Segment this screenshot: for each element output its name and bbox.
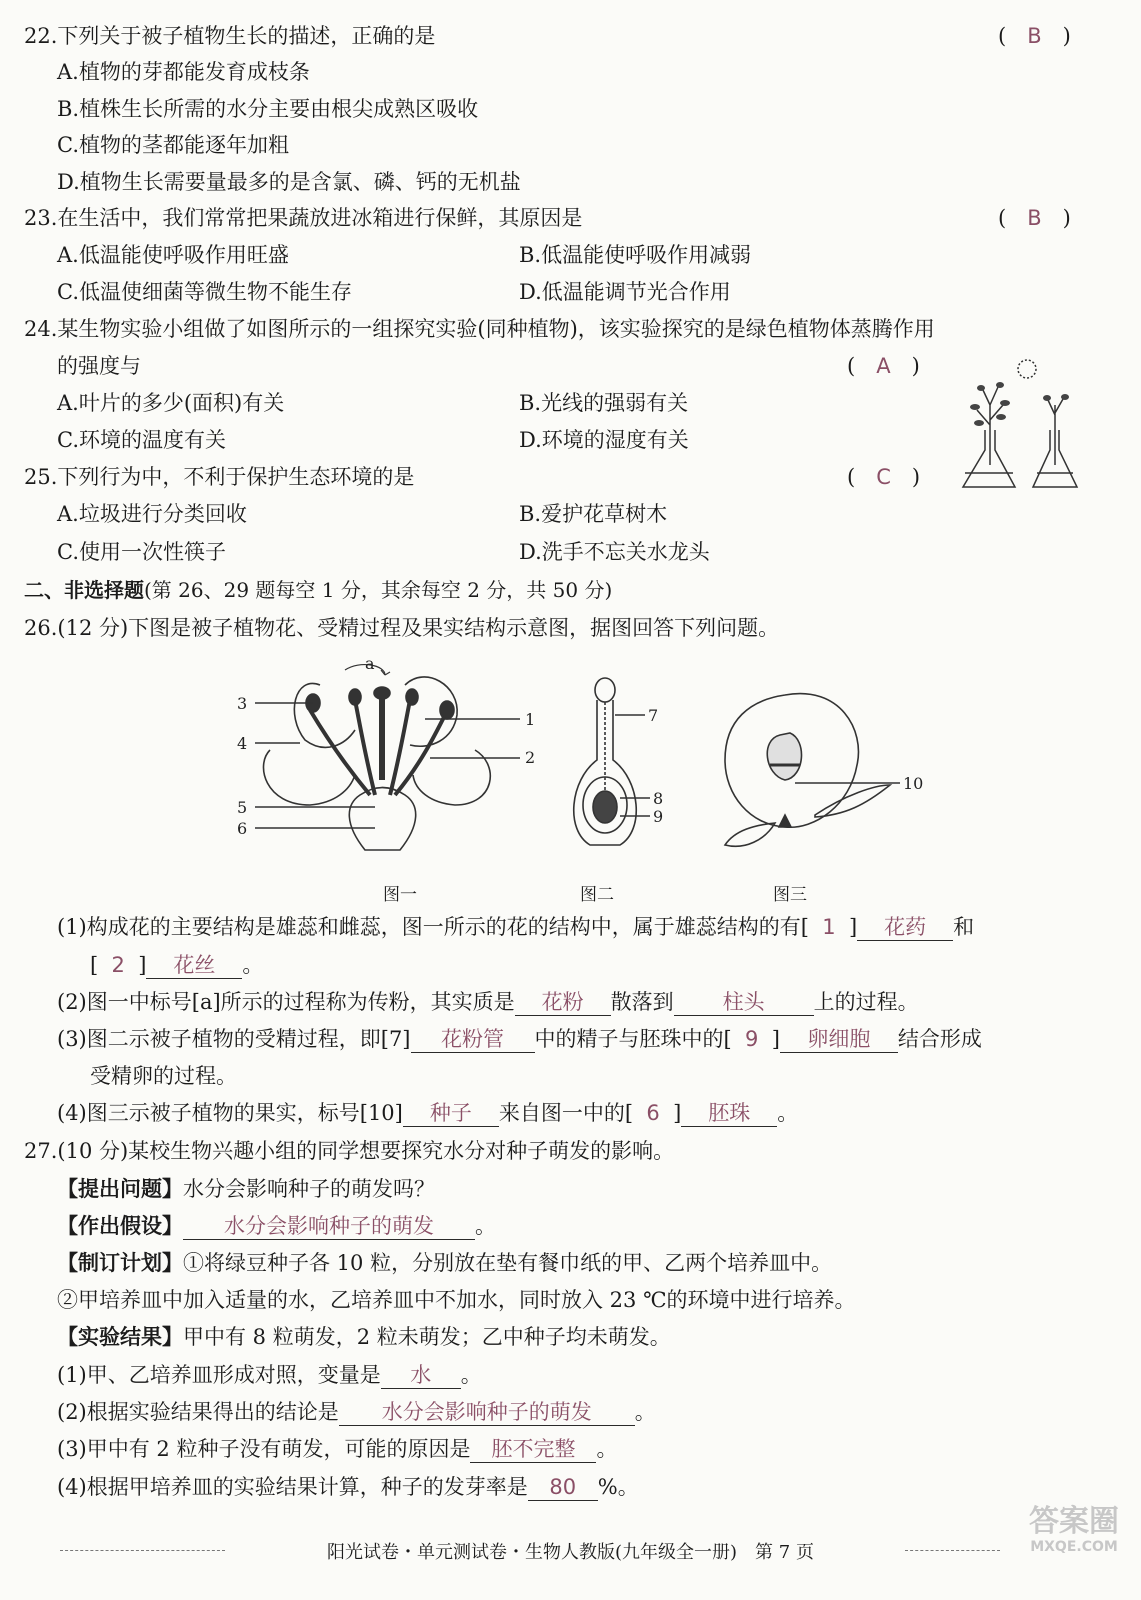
label-10: 10 xyxy=(903,774,924,793)
q26-p3-text: (3)图二示被子植物的受精过程，即[7] xyxy=(57,1027,411,1051)
q24-option-b: B.光线的强弱有关 xyxy=(519,391,689,415)
q27-s1-text: (1)甲、乙培养皿形成对照，变量是 xyxy=(57,1363,381,1387)
q22-answer-paren: ( B ) xyxy=(998,24,1071,48)
q26-p3-blank2: 卵细胞 xyxy=(780,1026,898,1053)
q26-p3-rbracket: ] xyxy=(771,1027,780,1051)
q25-answer: C xyxy=(876,465,891,489)
q26-p2-text2: 散落到 xyxy=(610,990,674,1014)
label-9: 9 xyxy=(653,807,664,826)
figure3-fruit xyxy=(725,694,890,847)
watermark-bottom: MXQE.COM xyxy=(1030,1539,1118,1555)
q26-p3-num: 9 xyxy=(745,1027,759,1051)
q27-hypothesis xyxy=(57,1211,496,1241)
q27-stem: 27.(10 分)某校生物兴趣小组的同学想要探究水分对种子萌发的影响。 xyxy=(24,1139,675,1163)
q25-stem: 25.下列行为中，不利于保护生态环境的是 xyxy=(24,465,415,489)
q26-p4-text2: 来自图一中的[ xyxy=(498,1101,634,1125)
label-6: 6 xyxy=(237,819,248,838)
label-8: 8 xyxy=(653,789,664,808)
q27-tag-question: 【提出问题】 xyxy=(57,1176,183,1201)
q27-plan-step2: ②甲培养皿中加入适量的水，乙培养皿中不加水，同时放入 23 ℃的环境中进行培养。 xyxy=(57,1288,856,1312)
sun-icon xyxy=(1018,360,1036,378)
q23-option-d: D.低温能调节光合作用 xyxy=(519,280,731,304)
q27-s2-text: (2)根据实验结果得出的结论是 xyxy=(57,1400,339,1424)
q27-s2-blank: 水分会影响种子的萌发 xyxy=(339,1399,635,1426)
q27-question-text: 水分会影响种子的萌发吗？ xyxy=(183,1177,435,1201)
q27-sub4 xyxy=(57,1472,639,1502)
q27-s4-text: (4)根据甲培养皿的实验结果计算，种子的发芽率是 xyxy=(57,1475,528,1499)
q25-option-c: C.使用一次性筷子 xyxy=(57,540,226,564)
q24-stem: 24.某生物实验小组做了如图所示的一组探究实验(同种植物)，该实验探究的是绿色植物体蒸腾作用 xyxy=(24,317,935,341)
q26-p2-text3: 上的过程。 xyxy=(813,990,919,1014)
q27-s3-blank: 胚不完整 xyxy=(470,1436,596,1463)
q26-p3-text2: 中的精子与胚珠中的[ xyxy=(534,1027,732,1051)
q25-answer-paren: ( C ) xyxy=(847,465,921,489)
q22-option-a: A.植物的芽都能发育成枝条 xyxy=(57,60,310,84)
q23-option-c: C.低温使细菌等微生物不能生存 xyxy=(57,280,352,304)
q26-p1-num2: 2 xyxy=(111,953,125,977)
caption-figure1: 图一 xyxy=(383,885,417,905)
q23-answer-paren: ( B ) xyxy=(998,206,1071,230)
caption-figure2: 图二 xyxy=(580,885,614,905)
q26-p1-blank2: 花丝 xyxy=(146,952,242,979)
q22-answer: B xyxy=(1027,24,1042,48)
q27-hypothesis-end: 。 xyxy=(475,1214,496,1238)
figure2-pistil xyxy=(574,678,637,845)
page-footer: 阳光试卷・单元测试卷・生物人教版(九年级全一册) 第 7 页 xyxy=(327,1542,814,1563)
q24-option-a: A.叶片的多少(面积)有关 xyxy=(57,391,285,415)
label-7: 7 xyxy=(648,706,659,725)
q26-p4-rbracket: ] xyxy=(673,1101,682,1125)
q27-hypothesis-blank: 水分会影响种子的萌发 xyxy=(183,1213,475,1240)
section2-title: 二、非选择题 xyxy=(24,578,144,602)
q26-p4-text: (4)图三示被子植物的果实，标号[10] xyxy=(57,1101,403,1125)
q26-p4-num: 6 xyxy=(646,1101,660,1125)
q26-p1-rbracket: ] xyxy=(138,953,147,977)
q26-p4-blank1: 种子 xyxy=(403,1100,499,1127)
q27-s1-end: 。 xyxy=(460,1363,482,1387)
q26-p2-blank1: 花粉 xyxy=(515,989,611,1016)
q26-p3-text3: 结合形成 xyxy=(897,1027,982,1051)
q22-option-c: C.植物的茎都能逐年加粗 xyxy=(57,133,289,157)
q26-part1-cont xyxy=(90,950,263,980)
q27-tag-plan: 【制订计划】 xyxy=(57,1250,183,1275)
q26-p1-num1: 1 xyxy=(822,915,836,939)
q26-p4-blank2: 胚珠 xyxy=(681,1100,777,1127)
q27-tag-result: 【实验结果】 xyxy=(57,1324,183,1349)
q27-result-text: 甲中有 8 粒萌发，2 粒未萌发；乙中种子均未萌发。 xyxy=(183,1325,671,1349)
q26-part3-cont: 受精卵的过程。 xyxy=(90,1064,237,1088)
label-2: 2 xyxy=(525,748,536,767)
q27-plan-text: ①将绿豆种子各 10 粒，分别放在垫有餐巾纸的甲、乙两个培养皿中。 xyxy=(183,1251,833,1275)
q26-p1-lbracket: [ xyxy=(90,953,99,977)
q23-stem: 23.在生活中，我们常常把果蔬放进冰箱进行保鲜，其原因是 xyxy=(24,206,583,230)
q27-tag-hypothesis: 【作出假设】 xyxy=(57,1213,183,1238)
q27-s2-end: 。 xyxy=(634,1400,656,1424)
q26-part1 xyxy=(57,912,974,942)
q24-answer: A xyxy=(876,354,891,378)
flower-fertilization-fruit-figure xyxy=(225,655,945,870)
q23-option-a: A.低温能使呼吸作用旺盛 xyxy=(57,243,289,267)
label-4: 4 xyxy=(237,734,248,753)
q26-p1-end: 。 xyxy=(242,953,264,977)
label-5: 5 xyxy=(237,798,248,817)
q27-s3-text: (3)甲中有 2 粒种子没有萌发，可能的原因是 xyxy=(57,1437,471,1461)
q26-p3-blank1: 花粉管 xyxy=(411,1026,535,1053)
q27-sub3 xyxy=(57,1434,617,1464)
q27-question xyxy=(57,1174,435,1204)
q27-sub2 xyxy=(57,1397,656,1427)
q27-s3-end: 。 xyxy=(596,1437,618,1461)
q27-plan xyxy=(57,1248,832,1278)
q23-option-b: B.低温能使呼吸作用减弱 xyxy=(519,243,752,267)
watermark-top: 答案圈 xyxy=(1029,1504,1119,1539)
q27-s4-blank: 80 xyxy=(528,1474,598,1501)
label-3: 3 xyxy=(237,694,248,713)
q24-option-d: D.环境的湿度有关 xyxy=(519,428,689,452)
caption-figure3: 图三 xyxy=(773,885,807,905)
section2-note: (第 26、29 题每空 1 分，其余每空 2 分，共 50 分) xyxy=(144,578,613,602)
q26-p4-end: 。 xyxy=(777,1101,799,1125)
q25-option-b: B.爱护花草树木 xyxy=(519,502,668,526)
q26-p1-and: 和 xyxy=(953,915,975,939)
flask-left xyxy=(963,430,1015,487)
q25-option-a: A.垃圾进行分类回收 xyxy=(57,502,247,526)
q26-stem: 26.(12 分)下图是被子植物花、受精过程及果实结构示意图，据图回答下列问题。 xyxy=(24,616,780,640)
q25-option-d: D.洗手不忘关水龙头 xyxy=(519,540,710,564)
section2-heading xyxy=(24,575,612,605)
q22-option-d: D.植物生长需要量最多的是含氯、磷、钙的无机盐 xyxy=(57,170,521,194)
q24-option-c: C.环境的温度有关 xyxy=(57,428,226,452)
q26-p1-bracket: ] xyxy=(848,915,858,939)
q27-s4-end: %。 xyxy=(597,1475,639,1499)
q26-p2-text: (2)图一中标号[a]所示的过程称为传粉，其实质是 xyxy=(57,990,515,1014)
watermark-logo xyxy=(1029,1505,1119,1555)
q22-option-b: B.植株生长所需的水分主要由根尖成熟区吸收 xyxy=(57,97,479,121)
q26-part2 xyxy=(57,987,919,1017)
q24-stem-cont: 的强度与 xyxy=(57,354,141,378)
q26-p1-blank1: 花药 xyxy=(857,914,953,941)
q23-answer: B xyxy=(1027,206,1042,230)
q27-sub1 xyxy=(57,1360,482,1390)
q27-s1-blank: 水 xyxy=(381,1362,461,1389)
q26-part4 xyxy=(57,1098,798,1128)
q26-p2-blank2: 柱头 xyxy=(674,989,814,1016)
label-a: a xyxy=(365,655,375,673)
plant-left xyxy=(977,387,1003,465)
q22-stem: 22.下列关于被子植物生长的描述，正确的是 xyxy=(24,24,436,48)
label-1: 1 xyxy=(525,710,536,729)
q24-answer-paren: ( A ) xyxy=(847,354,920,378)
transpiration-flasks-figure xyxy=(955,355,1105,500)
q27-result xyxy=(57,1322,671,1352)
q26-part3 xyxy=(57,1024,982,1054)
q26-p1-text: (1)构成花的主要结构是雄蕊和雌蕊，图一所示的花的结构中，属于雄蕊结构的有[ xyxy=(57,915,809,939)
